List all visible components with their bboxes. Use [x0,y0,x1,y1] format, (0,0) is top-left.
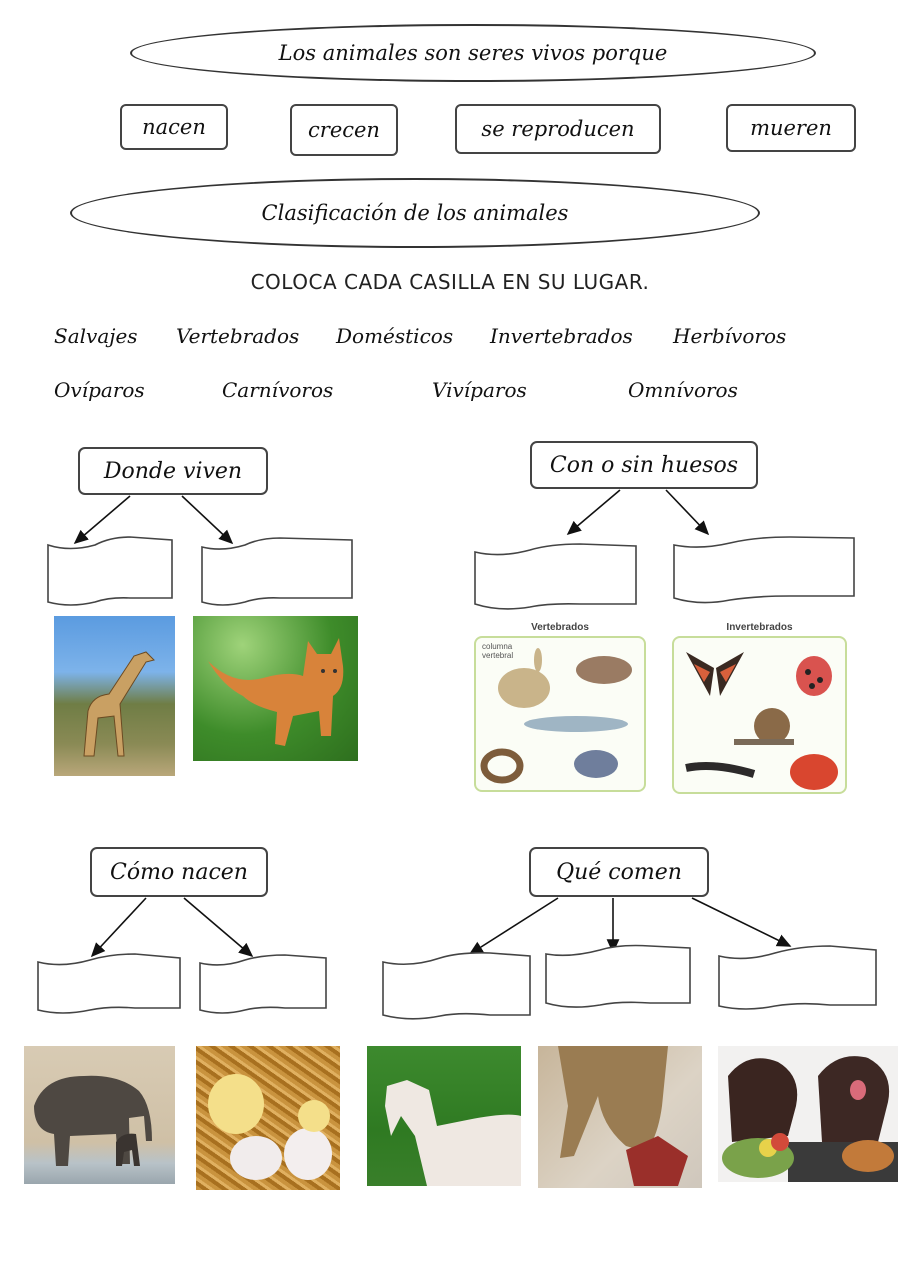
title-text: Los animales son seres vivos porque [278,41,668,65]
category-que-comen [529,847,709,897]
reason-label: nacen [142,115,206,139]
vertebrados-panel-title: Vertebrados [531,622,589,633]
word-chip-salvajes[interactable]: Salvajes [54,324,138,348]
reason-crecen[interactable] [290,104,398,156]
category-label: Qué comen [556,859,682,885]
elephant-icon [24,1046,175,1184]
drop-target-huesos-1[interactable] [475,546,636,608]
wolf-icon [538,1046,702,1188]
word-chip-viviparos[interactable]: Vivíparos [432,378,527,402]
giraffe-photo [54,616,175,776]
reason-se-reproducen[interactable] [455,104,661,154]
giraffe-icon [54,616,175,776]
classification-ellipse [70,178,760,248]
kitten-icon [193,616,358,761]
vertebrate-animals-illustration [476,638,648,794]
dogs-food-icon [718,1046,898,1182]
drop-target-huesos-2[interactable] [674,538,854,600]
drop-target-que-comen-2[interactable] [546,946,690,1008]
reason-label: mueren [750,116,832,140]
category-label: Cómo nacen [110,859,248,885]
category-donde-viven [78,447,268,495]
category-label: Donde viven [103,458,243,484]
drop-target-donde-viven-1[interactable] [48,540,172,602]
word-chip-invertebrados[interactable]: Invertebrados [490,324,633,348]
chick-egg-icon [196,1046,340,1190]
drop-target-que-comen-3[interactable] [719,946,876,1010]
wolf-eating-meat-photo [538,1046,702,1188]
category-label: Con o sin huesos [549,452,739,478]
columna-vertebral-annotation: columna vertebral [482,642,514,660]
elephant-calf-photo [24,1046,175,1184]
classification-title: Clasificación de los animales [261,201,569,225]
category-con-o-sin-huesos [530,441,758,489]
invertebrados-panel-title: Invertebrados [726,622,793,633]
reason-label: se reproducen [481,117,635,141]
word-chip-omnivoros[interactable]: Omnívoros [628,378,738,402]
kitten-photo [193,616,358,761]
drop-target-que-comen-1[interactable] [383,953,530,1019]
drop-target-como-nacen-1[interactable] [38,955,180,1015]
word-chip-carnivoros[interactable]: Carnívoros [222,378,334,402]
drop-target-donde-viven-2[interactable] [202,540,352,602]
drop-target-como-nacen-2[interactable] [200,955,326,1015]
dogs-with-food-photo [718,1046,898,1182]
invertebrate-animals-illustration [674,638,849,796]
reason-label: crecen [308,118,380,142]
vertebrados-panel [474,636,646,792]
word-chip-vertebrados[interactable]: Vertebrados [176,324,300,348]
goat-icon [367,1046,521,1186]
reason-nacen[interactable] [120,104,228,150]
word-chip-domesticos[interactable]: Domésticos [336,324,454,348]
title-ellipse [130,24,816,82]
category-como-nacen [90,847,268,897]
chicks-eggs-photo [196,1046,340,1190]
word-chip-oviparos[interactable]: Ovíparos [54,378,145,402]
word-chip-herbivoros[interactable]: Herbívoros [673,324,787,348]
goat-eating-photo [367,1046,521,1186]
reason-mueren[interactable] [726,104,856,152]
instruction-text: COLOCA CADA CASILLA EN SU LUGAR. [250,270,650,294]
invertebrados-panel [672,636,847,794]
